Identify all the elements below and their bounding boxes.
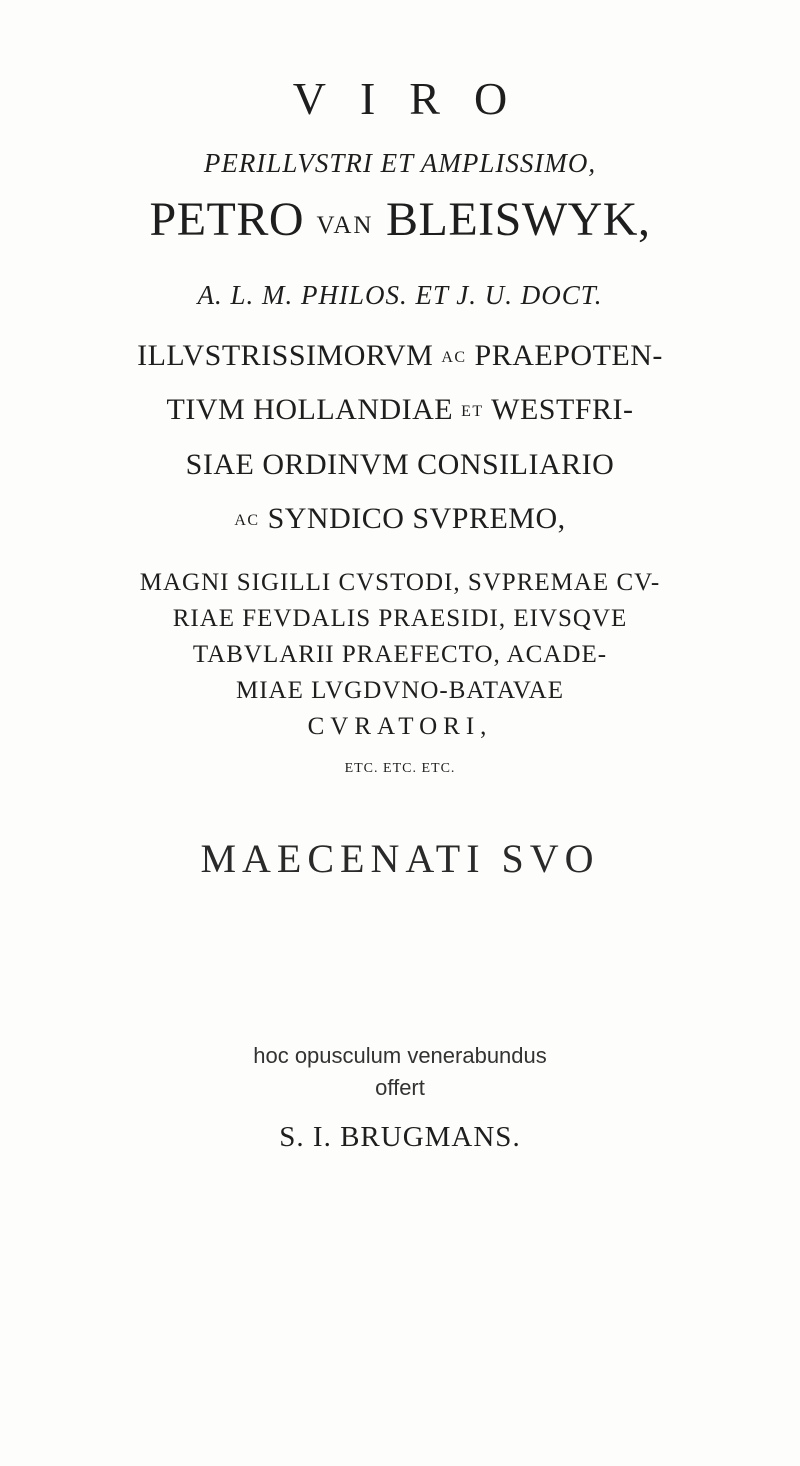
- title-line-2-b: WESTFRI-: [491, 393, 634, 426]
- offering-line-2: offert: [375, 1075, 425, 1100]
- office-line-2: RIAE FEVDALIS PRAESIDI, EIVSQVE: [172, 605, 628, 632]
- dedicatee-name: [0, 193, 800, 246]
- etc-line: ETC. ETC. ETC.: [344, 761, 456, 776]
- title-line-3: SIAE ORDINVM CONSILIARIO: [185, 448, 615, 481]
- title-line-2: [0, 395, 800, 425]
- title-line-2-a: TIVM HOLLANDIAE: [166, 393, 454, 426]
- offering-line-1: hoc opusculum venerabundus: [253, 1043, 547, 1068]
- title-line-1-a: ILLVSTRISSIMORVM: [137, 339, 434, 372]
- degrees-line: A. L. M. PHILOS. ET J. U. DOCT.: [197, 280, 603, 310]
- title-line-1-ac: AC: [441, 349, 467, 366]
- title-line-4-ac: AC: [234, 512, 260, 529]
- office-line-4: MIAE LVGDVNO-BATAVAE: [236, 677, 564, 704]
- title-line-4-b: SYNDICO SVPREMO,: [267, 502, 566, 535]
- office-line-1: MAGNI SIGILLI CVSTODI, SVPREMAE CV-: [139, 569, 661, 596]
- signer-name: S. I. BRUGMANS.: [279, 1121, 521, 1153]
- title-line-1-b: PRAEPOTEN-: [474, 339, 663, 372]
- maecenati-heading: MAECENATI SVO: [200, 836, 600, 881]
- name-first: PETRO: [149, 193, 305, 246]
- name-last: BLEISWYK,: [386, 193, 651, 246]
- title-line-1: [0, 341, 800, 371]
- perillustri-line: PERILLVSTRI ET AMPLISSIMO,: [203, 148, 597, 178]
- title-line-2-et: ET: [461, 403, 484, 420]
- office-line-3: TABVLARII PRAEFECTO, ACADE-: [192, 641, 608, 668]
- office-line-5: CVRATORI,: [307, 713, 493, 740]
- title-line-4: [0, 504, 800, 534]
- viro-heading: VIRO: [292, 73, 542, 124]
- name-particle: VAN: [316, 212, 374, 239]
